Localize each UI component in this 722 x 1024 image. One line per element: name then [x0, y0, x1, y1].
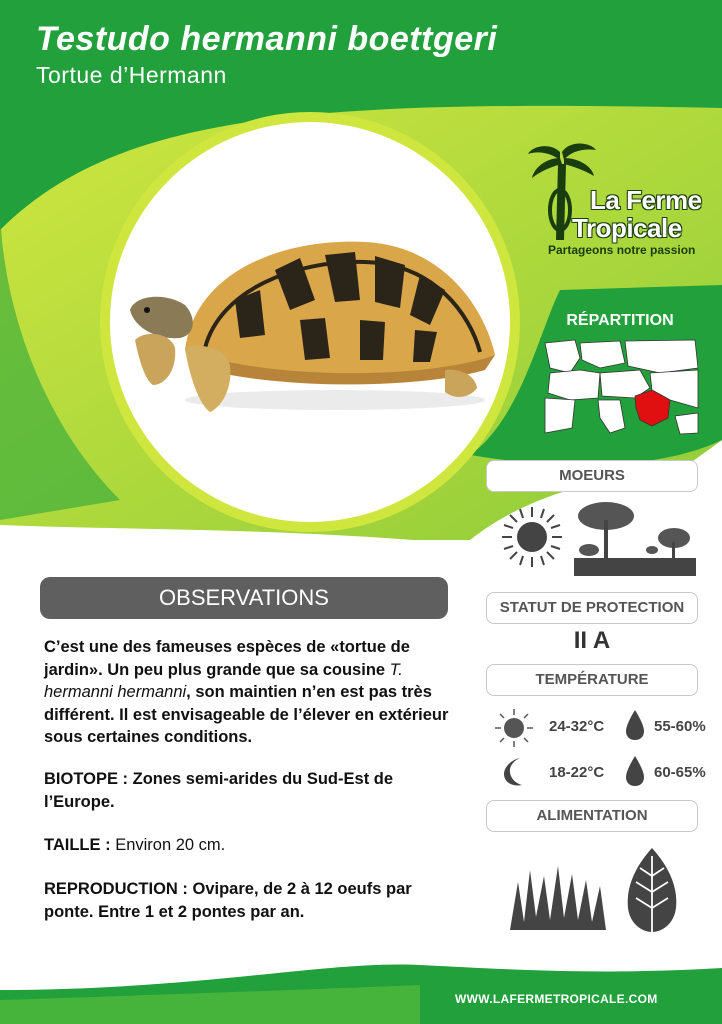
logo-name-line2: Tropicale [572, 213, 682, 243]
reproduction-value: Ovipare, de 2 à 12 oeufs par ponte. Entre 1 et 2 pontes par an. [44, 880, 412, 921]
intro-text-2: , son maintien n’en est pas très différent. Il est envisageable de l’élever en extérieur sous certaines conditions. [44, 683, 449, 746]
intro-species: T. hermanni hermanni [44, 660, 403, 701]
humidity-drop-night-icon [624, 754, 646, 788]
temperature-pill: TEMPÉRATURE [486, 664, 698, 696]
intro-text-1: C’est une des fameuses espèces de «tortue de jardin». Un peu plus grande que sa cousine [44, 638, 410, 679]
biotope-value: Zones semi-arides du Sud-Est de l’Europe. [44, 770, 394, 811]
savanna-trees-icon [574, 498, 696, 576]
europe-map [540, 338, 700, 436]
sun-day-icon [494, 708, 534, 748]
observations-header: OBSERVATIONS [40, 577, 448, 619]
humidity-drop-icon [624, 708, 646, 742]
taille-value: Environ 20 cm. [110, 836, 226, 854]
sun-icon [500, 505, 564, 569]
night-humidity: 60-65% [654, 764, 706, 781]
repartition-title: RÉPARTITION [566, 312, 674, 329]
statut-value: II A [573, 627, 611, 654]
common-name: Tortue d’Hermann [36, 62, 227, 88]
day-humidity: 55-60% [654, 718, 706, 735]
leaf-icon [624, 846, 680, 938]
moeurs-pill: MOEURS [486, 460, 698, 492]
statut-pill: STATUT DE PROTECTION [486, 592, 698, 624]
tortoise-image [125, 230, 505, 430]
taille-paragraph [44, 834, 454, 857]
taille-label: TAILLE : [44, 836, 111, 854]
logo-tagline: Partageons notre passion [548, 243, 696, 257]
website-link[interactable]: WWW.LAFERMETROPICALE.COM [455, 992, 658, 1006]
logo-name-line1: La Ferme [590, 185, 702, 215]
grass-icon [510, 862, 606, 930]
observations-intro [44, 636, 454, 749]
moon-icon [500, 756, 530, 788]
biotope-paragraph [44, 768, 454, 813]
reproduction-label: REPRODUCTION : [44, 880, 188, 898]
night-temperature: 18-22°C [549, 764, 605, 781]
species-title: Testudo hermanni boettgeri [36, 20, 498, 58]
reproduction-paragraph [44, 878, 454, 923]
biotope-label: BIOTOPE : [44, 770, 129, 788]
day-temperature: 24-32°C [549, 718, 605, 735]
alimentation-pill: ALIMENTATION [486, 800, 698, 832]
